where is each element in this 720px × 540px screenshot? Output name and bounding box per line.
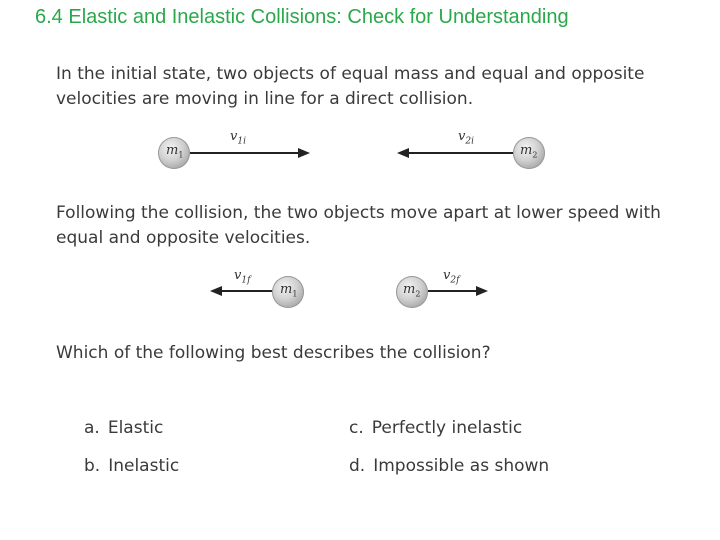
mass-2-label: $m_2$ bbox=[520, 143, 538, 160]
choice-b-text: Inelastic bbox=[108, 456, 180, 476]
choice-c-text: Perfectly inelastic bbox=[371, 418, 523, 438]
following-state-text: Following the collision, the two objects move apart at lower speed with equal and opposite velocities. bbox=[56, 203, 661, 248]
velocity-2f-arrowhead bbox=[476, 286, 488, 296]
choice-c-letter: c. bbox=[349, 418, 364, 438]
velocity-1i-arrow bbox=[190, 152, 298, 154]
velocity-1f-arrow bbox=[222, 290, 274, 292]
velocity-2i-label: $v_{2i}$ bbox=[458, 129, 474, 147]
choice-d-letter: d. bbox=[349, 456, 366, 476]
velocity-1i-label: $v_{1i}$ bbox=[230, 129, 246, 147]
choice-b-letter: b. bbox=[84, 456, 101, 476]
velocity-2i-arrowhead bbox=[397, 148, 409, 158]
slide-title: 6.4 Elastic and Inelastic Collisions: Check for Understanding bbox=[35, 6, 569, 28]
velocity-1f-label: $v_{1f}$ bbox=[234, 268, 251, 286]
question-prompt: Which of the following best describes the collision? bbox=[56, 343, 491, 363]
choice-d[interactable] bbox=[349, 456, 549, 476]
velocity-1i-arrowhead bbox=[298, 148, 310, 158]
choice-a-letter: a. bbox=[84, 418, 100, 438]
choice-b[interactable] bbox=[84, 456, 179, 476]
velocity-2f-label: $v_{2f}$ bbox=[443, 268, 460, 286]
initial-state-text: In the initial state, two objects of equal mass and equal and opposite velocities are moving in line for a direct collision. bbox=[56, 64, 645, 109]
velocity-2f-arrow bbox=[428, 290, 476, 292]
velocity-1f-arrowhead bbox=[210, 286, 222, 296]
choice-a-text: Elastic bbox=[107, 418, 164, 438]
choice-a[interactable] bbox=[84, 418, 163, 438]
choice-d-text: Impossible as shown bbox=[373, 456, 550, 476]
mass-1-label-final: $m_1$ bbox=[280, 282, 298, 299]
mass-2-label-final: $m_2$ bbox=[403, 282, 421, 299]
choice-c[interactable] bbox=[349, 418, 522, 438]
mass-1-label: $m_1$ bbox=[166, 143, 184, 160]
velocity-2i-arrow bbox=[409, 152, 515, 154]
